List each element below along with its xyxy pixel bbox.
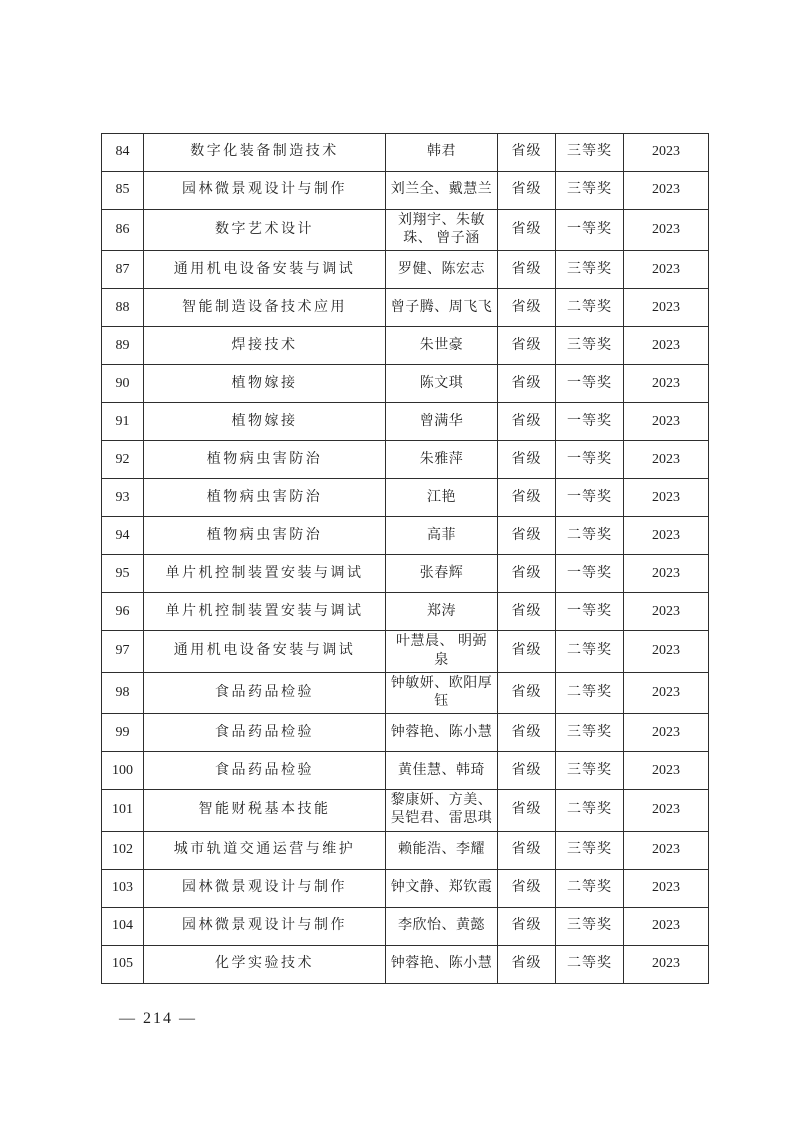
cell-student-names: 郑涛 <box>386 593 498 631</box>
cell-competition-item: 单片机控制装置安装与调试 <box>144 555 386 593</box>
cell-student-names: 刘翔宇、朱敏珠、 曾子涵 <box>386 210 498 251</box>
table-row <box>102 172 709 210</box>
cell-student-names: 钟文静、郑钦霞 <box>386 869 498 907</box>
cell-award: 一等奖 <box>556 210 624 251</box>
cell-award: 一等奖 <box>556 479 624 517</box>
cell-competition-item: 植物病虫害防治 <box>144 517 386 555</box>
table-row <box>102 593 709 631</box>
cell-competition-item: 植物嫁接 <box>144 365 386 403</box>
cell-award: 一等奖 <box>556 593 624 631</box>
cell-award: 二等奖 <box>556 289 624 327</box>
cell-level: 省级 <box>498 327 556 365</box>
cell-row-number: 89 <box>102 327 144 365</box>
cell-row-number: 97 <box>102 631 144 672</box>
cell-student-names: 钟蓉艳、陈小慧 <box>386 714 498 752</box>
cell-competition-item: 食品药品检验 <box>144 714 386 752</box>
cell-award: 三等奖 <box>556 251 624 289</box>
cell-student-names: 朱雅萍 <box>386 441 498 479</box>
table-row <box>102 441 709 479</box>
cell-year: 2023 <box>624 631 709 672</box>
cell-row-number: 95 <box>102 555 144 593</box>
cell-competition-item: 智能财税基本技能 <box>144 790 386 831</box>
cell-competition-item: 园林微景观设计与制作 <box>144 172 386 210</box>
cell-year: 2023 <box>624 403 709 441</box>
cell-level: 省级 <box>498 869 556 907</box>
cell-year: 2023 <box>624 251 709 289</box>
cell-level: 省级 <box>498 441 556 479</box>
cell-student-names: 钟敏妍、欧阳厚钰 <box>386 672 498 713</box>
cell-competition-item: 城市轨道交通运营与维护 <box>144 831 386 869</box>
cell-competition-item: 食品药品检验 <box>144 672 386 713</box>
cell-year: 2023 <box>624 441 709 479</box>
cell-level: 省级 <box>498 593 556 631</box>
cell-competition-item: 通用机电设备安装与调试 <box>144 251 386 289</box>
table-row <box>102 251 709 289</box>
table-row <box>102 555 709 593</box>
table-row <box>102 479 709 517</box>
cell-student-names: 叶慧晨、 明弼泉 <box>386 631 498 672</box>
cell-level: 省级 <box>498 517 556 555</box>
cell-year: 2023 <box>624 593 709 631</box>
cell-year: 2023 <box>624 790 709 831</box>
cell-year: 2023 <box>624 752 709 790</box>
table-row <box>102 869 709 907</box>
table-row <box>102 790 709 831</box>
cell-award: 三等奖 <box>556 327 624 365</box>
cell-award: 二等奖 <box>556 790 624 831</box>
cell-year: 2023 <box>624 869 709 907</box>
cell-award: 二等奖 <box>556 869 624 907</box>
cell-level: 省级 <box>498 555 556 593</box>
cell-student-names: 高菲 <box>386 517 498 555</box>
cell-level: 省级 <box>498 172 556 210</box>
cell-competition-item: 数字艺术设计 <box>144 210 386 251</box>
cell-level: 省级 <box>498 831 556 869</box>
awards-table <box>101 133 709 984</box>
table-row <box>102 327 709 365</box>
cell-year: 2023 <box>624 365 709 403</box>
cell-award: 一等奖 <box>556 403 624 441</box>
cell-award: 三等奖 <box>556 907 624 945</box>
cell-student-names: 黄佳慧、韩琦 <box>386 752 498 790</box>
cell-level: 省级 <box>498 631 556 672</box>
cell-student-names: 曾子腾、周飞飞 <box>386 289 498 327</box>
cell-level: 省级 <box>498 945 556 983</box>
cell-row-number: 102 <box>102 831 144 869</box>
cell-row-number: 86 <box>102 210 144 251</box>
cell-year: 2023 <box>624 134 709 172</box>
awards-table-body <box>102 134 709 984</box>
cell-competition-item: 植物病虫害防治 <box>144 479 386 517</box>
cell-award: 三等奖 <box>556 752 624 790</box>
cell-student-names: 赖能浩、李耀 <box>386 831 498 869</box>
cell-year: 2023 <box>624 479 709 517</box>
table-row <box>102 289 709 327</box>
cell-competition-item: 园林微景观设计与制作 <box>144 869 386 907</box>
cell-row-number: 87 <box>102 251 144 289</box>
cell-row-number: 105 <box>102 945 144 983</box>
cell-award: 三等奖 <box>556 714 624 752</box>
cell-student-names: 韩君 <box>386 134 498 172</box>
cell-student-names: 张春辉 <box>386 555 498 593</box>
cell-row-number: 84 <box>102 134 144 172</box>
cell-level: 省级 <box>498 752 556 790</box>
cell-year: 2023 <box>624 672 709 713</box>
cell-row-number: 98 <box>102 672 144 713</box>
cell-competition-item: 单片机控制装置安装与调试 <box>144 593 386 631</box>
cell-year: 2023 <box>624 907 709 945</box>
table-row <box>102 210 709 251</box>
cell-award: 三等奖 <box>556 134 624 172</box>
cell-student-names: 朱世豪 <box>386 327 498 365</box>
cell-award: 二等奖 <box>556 517 624 555</box>
page-number: — 214 — <box>119 1010 197 1027</box>
table-row <box>102 631 709 672</box>
table-row <box>102 672 709 713</box>
cell-year: 2023 <box>624 327 709 365</box>
cell-year: 2023 <box>624 172 709 210</box>
cell-award: 一等奖 <box>556 441 624 479</box>
cell-row-number: 101 <box>102 790 144 831</box>
cell-row-number: 104 <box>102 907 144 945</box>
cell-student-names: 罗健、陈宏志 <box>386 251 498 289</box>
cell-year: 2023 <box>624 289 709 327</box>
cell-competition-item: 通用机电设备安装与调试 <box>144 631 386 672</box>
cell-award: 三等奖 <box>556 831 624 869</box>
cell-competition-item: 园林微景观设计与制作 <box>144 907 386 945</box>
table-row <box>102 714 709 752</box>
cell-competition-item: 植物病虫害防治 <box>144 441 386 479</box>
cell-year: 2023 <box>624 945 709 983</box>
cell-competition-item: 植物嫁接 <box>144 403 386 441</box>
cell-row-number: 94 <box>102 517 144 555</box>
cell-student-names: 钟蓉艳、陈小慧 <box>386 945 498 983</box>
cell-award: 二等奖 <box>556 945 624 983</box>
cell-award: 二等奖 <box>556 631 624 672</box>
cell-level: 省级 <box>498 672 556 713</box>
cell-competition-item: 化学实验技术 <box>144 945 386 983</box>
cell-competition-item: 焊接技术 <box>144 327 386 365</box>
cell-competition-item: 智能制造设备技术应用 <box>144 289 386 327</box>
cell-level: 省级 <box>498 907 556 945</box>
cell-student-names: 李欣怡、黄懿 <box>386 907 498 945</box>
cell-level: 省级 <box>498 479 556 517</box>
cell-row-number: 92 <box>102 441 144 479</box>
cell-row-number: 85 <box>102 172 144 210</box>
cell-award: 二等奖 <box>556 672 624 713</box>
cell-row-number: 96 <box>102 593 144 631</box>
cell-student-names: 陈文琪 <box>386 365 498 403</box>
cell-row-number: 100 <box>102 752 144 790</box>
cell-competition-item: 食品药品检验 <box>144 752 386 790</box>
cell-award: 一等奖 <box>556 365 624 403</box>
cell-year: 2023 <box>624 714 709 752</box>
cell-level: 省级 <box>498 790 556 831</box>
cell-row-number: 88 <box>102 289 144 327</box>
table-row <box>102 945 709 983</box>
cell-year: 2023 <box>624 210 709 251</box>
table-row <box>102 752 709 790</box>
cell-row-number: 91 <box>102 403 144 441</box>
cell-year: 2023 <box>624 831 709 869</box>
cell-student-names: 江艳 <box>386 479 498 517</box>
cell-level: 省级 <box>498 289 556 327</box>
cell-level: 省级 <box>498 714 556 752</box>
table-row <box>102 517 709 555</box>
table-row <box>102 365 709 403</box>
cell-student-names: 刘兰全、戴慧兰 <box>386 172 498 210</box>
cell-student-names: 曾满华 <box>386 403 498 441</box>
cell-level: 省级 <box>498 365 556 403</box>
cell-year: 2023 <box>624 517 709 555</box>
cell-student-names: 黎康妍、方美、吴铠君、雷思琪 <box>386 790 498 831</box>
table-row <box>102 403 709 441</box>
cell-year: 2023 <box>624 555 709 593</box>
cell-level: 省级 <box>498 403 556 441</box>
cell-competition-item: 数字化装备制造技术 <box>144 134 386 172</box>
cell-level: 省级 <box>498 251 556 289</box>
cell-row-number: 93 <box>102 479 144 517</box>
table-row <box>102 907 709 945</box>
cell-row-number: 103 <box>102 869 144 907</box>
table-row <box>102 831 709 869</box>
cell-level: 省级 <box>498 134 556 172</box>
cell-row-number: 99 <box>102 714 144 752</box>
cell-row-number: 90 <box>102 365 144 403</box>
cell-level: 省级 <box>498 210 556 251</box>
table-row <box>102 134 709 172</box>
cell-award: 三等奖 <box>556 172 624 210</box>
cell-award: 一等奖 <box>556 555 624 593</box>
